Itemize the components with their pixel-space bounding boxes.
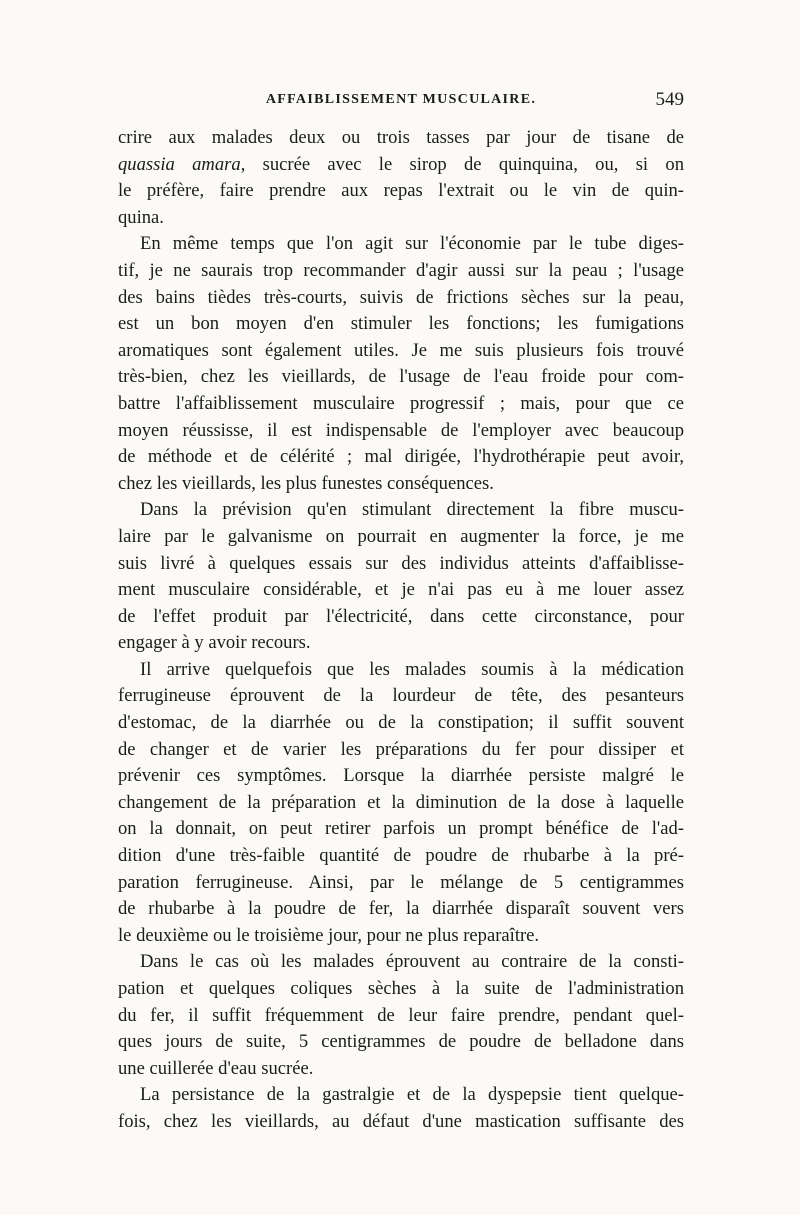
text-line: suis livré à quelques essais sur des individus atteints d'affaiblisse- [118,552,684,574]
text-line: fois, chez les vieillards, au défaut d'une mastication suffisante des [118,1110,684,1132]
text-line: ques jours de suite, 5 centigrammes de poudre de belladone dans [118,1031,684,1053]
text-line: est un bon moyen d'en stimuler les fonctions; les fumigations [118,313,684,335]
paragraph-start-line: Il arrive quelquefois que les malades soumis à la médication [140,658,684,680]
italic-term: quassia amara [118,153,241,175]
text-line: tif, je ne saurais trop recommander d'agir aussi sur la peau ; l'usage [118,259,684,281]
text-line: d'estomac, de la diarrhée ou de la constipation; il suffit souvent [118,712,684,734]
text-line: de changer et de varier les préparations du fer pour dissiper et [118,738,684,760]
running-title: AFFAIBLISSEMENT MUSCULAIRE. [265,92,537,107]
text-line: quina. [118,206,164,228]
paragraph-start-line: Dans la prévision qu'en stimulant directement la fibre muscu- [140,499,684,521]
text-line: aromatiques sont également utiles. Je me suis plusieurs fois trouvé [118,339,684,361]
text-line: laire par le galvanisme on pourrait en augmenter la force, je me [118,525,684,547]
text-line: engager à y avoir recours. [118,632,311,654]
text-line: on la donnait, on peut retirer parfois un prompt bénéfice de l'ad- [118,818,684,840]
text-line: ment musculaire considérable, et je n'ai pas eu à me louer assez [118,579,684,601]
text-line: de méthode et de célérité ; mal dirigée, l'hydrothérapie peut avoir, [118,446,684,468]
text-line: ferrugineuse éprouvent de la lourdeur de tête, des pesanteurs [118,685,684,707]
text-line: changement de la préparation et la diminution de la dose à laquelle [118,791,684,813]
text-line: battre l'affaiblissement musculaire progressif ; mais, pour que ce [118,392,684,414]
text-line: le préfère, faire prendre aux repas l'extrait ou le vin de quin- [118,180,684,202]
text-line: des bains tièdes très-courts, suivis de frictions sèches sur la peau, [118,286,684,308]
text-line: paration ferrugineuse. Ainsi, par le mélange de 5 centigrammes [118,871,684,893]
text-line: du fer, il suffit fréquemment de leur faire prendre, pendant quel- [118,1004,684,1026]
body-text [118,125,684,1136]
text-line: prévenir ces symptômes. Lorsque la diarrhée persiste malgré le [118,765,684,787]
paragraph-start-line: Dans le cas où les malades éprouvent au contraire de la consti- [140,951,684,973]
page-header [118,89,684,116]
text-line: chez les vieillards, les plus funestes conséquences. [118,472,494,494]
text-line: très-bien, chez les vieillards, de l'usage de l'eau froide pour com- [118,366,684,388]
text-line: pation et quelques coliques sèches à la suite de l'administration [118,978,684,999]
text-line: quassia amara, sucrée avec le sirop de quinquina, ou, si on [118,153,684,175]
text-line: moyen réussisse, il est indispensable de l'employer avec beaucoup [118,419,684,441]
text-line: de rhubarbe à la poudre de fer, la diarrhée disparaît souvent vers [118,898,684,920]
text-line: dition d'une très-faible quantité de poudre de rhubarbe à la pré- [118,845,684,867]
text-line: crire aux malades deux ou trois tasses par jour de tisane de [118,127,684,148]
page-number: 549 [655,89,684,110]
text-line: le deuxième ou le troisième jour, pour ne plus reparaître. [118,924,540,946]
paragraph-start-line: La persistance de la gastralgie et de la dyspepsie tient quelque- [140,1084,684,1106]
text-line: de l'effet produit par l'électricité, dans cette circonstance, pour [118,605,684,627]
paragraph-start-line: En même temps que l'on agit sur l'économie par le tube diges- [140,233,684,255]
text-line: une cuillerée d'eau sucrée. [118,1057,314,1079]
